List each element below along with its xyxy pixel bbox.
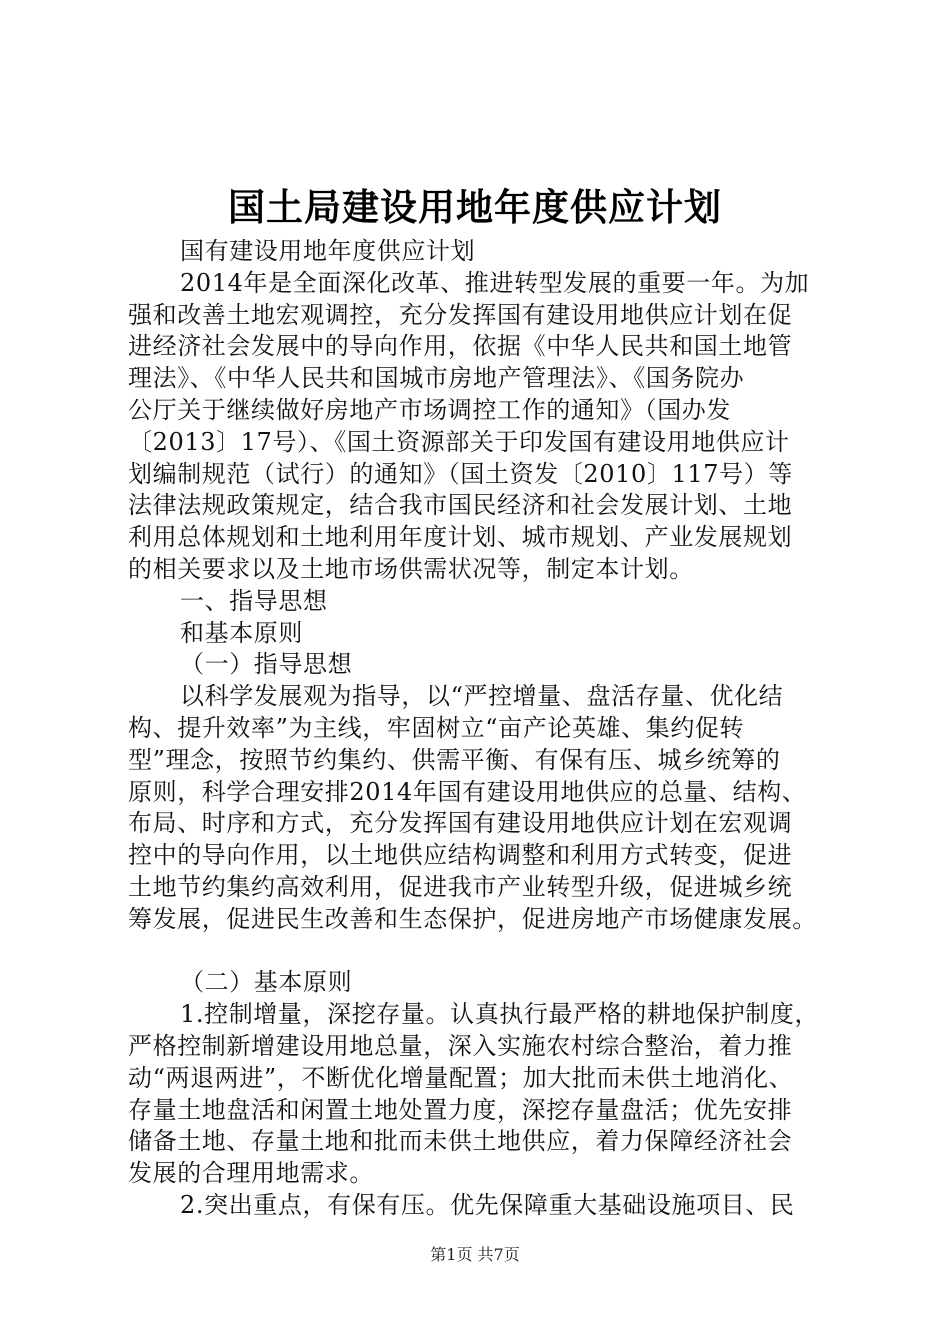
blank-line — [128, 936, 850, 968]
paragraph-line: 布局、时序和方式，充分发挥国有建设用地供应计划在宏观调 — [128, 809, 793, 838]
paragraph-line: 严格控制新增建设用地总量，深入实施农村综合整治，着力推 — [128, 1031, 793, 1060]
paragraph-line: 型”理念，按照节约集约、供需平衡、有保有压、城乡统筹的 — [128, 745, 781, 774]
paragraph-line: 〔2013〕17号）、《国土资源部关于印发国有建设用地供应计 — [128, 427, 790, 456]
document-title: 国土局建设用地年度供应计划 — [228, 186, 722, 229]
paragraph-line: 动“两退两进”，不断优化增量配置；加大批而未供土地消化、 — [128, 1063, 794, 1092]
subsection-heading: （一）指导思想 — [180, 650, 353, 679]
paragraph-line: 控中的导向作用，以土地供应结构调整和利用方式转变，促进 — [128, 841, 793, 870]
paragraph-line: 利用总体规划和土地利用年度计划、城市规划、产业发展规划 — [128, 523, 793, 552]
paragraph-line: 进经济社会发展中的导向作用，依据《中华人民共和国土地管 — [128, 332, 793, 361]
paragraph-line: 2014年是全面深化改革、推进转型发展的重要一年。为加 — [180, 268, 810, 297]
paragraph-line: 筹发展，促进民生改善和生态保护，促进房地产市场健康发展。 — [128, 904, 817, 933]
paragraph-line: 储备土地、存量土地和批而未供土地供应，着力保障经济社会 — [128, 1127, 793, 1156]
paragraph-line: 土地节约集约高效利用，促进我市产业转型升级，促进城乡统 — [128, 872, 793, 901]
paragraph-line: 的相关要求以及土地市场供需状况等，制定本计划。 — [128, 554, 694, 583]
paragraph-line: 2.突出重点，有保有压。优先保障重大基础设施项目、民 — [180, 1190, 795, 1219]
paragraph-line: 存量土地盘活和闲置土地处置力度，深挖存量盘活；优先安排 — [128, 1095, 793, 1124]
paragraph-line: 以科学发展观为指导，以“严控增量、盘活存量、优化结 — [180, 682, 784, 711]
paragraph-line: 原则，科学合理安排2014年国有建设用地供应的总量、结构、 — [128, 777, 807, 806]
paragraph-line: 划编制规范（试行）的通知》（国土资发〔2010〕117号）等 — [128, 459, 793, 488]
page-footer: 第1页 共7页 — [430, 1245, 520, 1264]
section-heading-continued: 和基本原则 — [180, 618, 303, 647]
section-heading: 一、指导思想 — [180, 586, 328, 615]
document-body — [128, 236, 850, 1222]
paragraph-line: 法律法规政策规定，结合我市国民经济和社会发展计划、土地 — [128, 491, 793, 520]
subtitle-line: 国有建设用地年度供应计划 — [180, 237, 476, 265]
paragraph-line: 公厅关于继续做好房地产市场调控工作的通知》（国办发 — [128, 395, 731, 424]
paragraph-line: 发展的合理用地需求。 — [128, 1159, 374, 1188]
paragraph-line: 1.控制增量，深挖存量。认真执行最严格的耕地保护制度， — [180, 1000, 820, 1029]
subsection-heading: （二）基本原则 — [180, 968, 353, 997]
paragraph-line: 理法》、《中华人民共和国城市房地产管理法》、《国务院办 — [128, 364, 745, 393]
paragraph-line: 构、提升效率”为主线，牢固树立“亩产论英雄、集约促转 — [128, 713, 745, 742]
paragraph-line: 强和改善土地宏观调控，充分发挥国有建设用地供应计划在促 — [128, 300, 793, 329]
